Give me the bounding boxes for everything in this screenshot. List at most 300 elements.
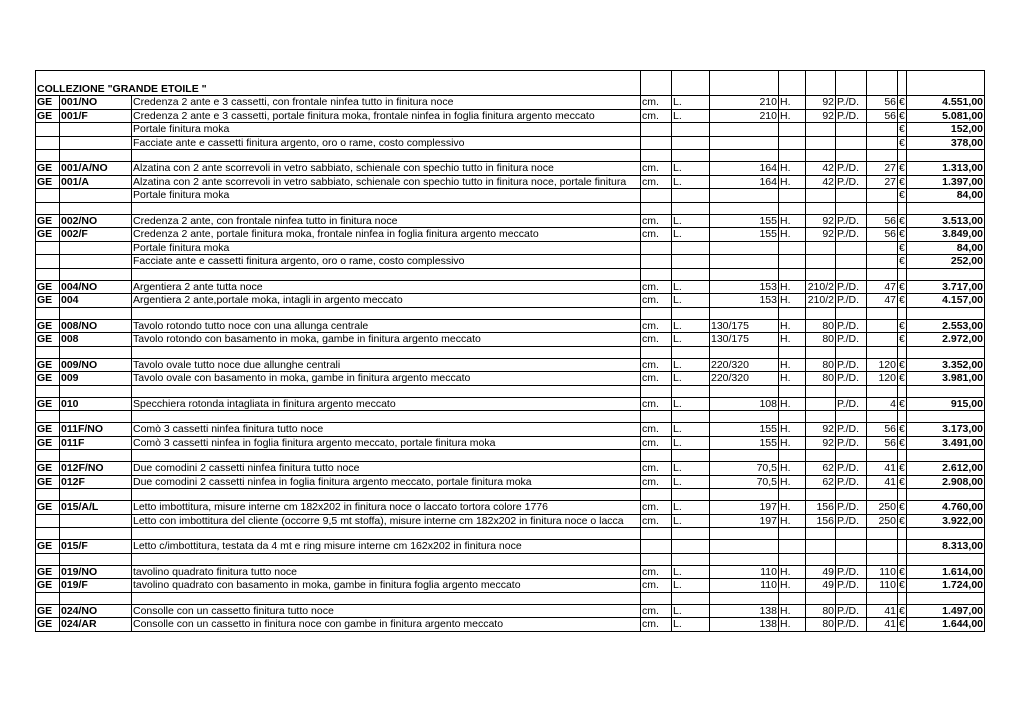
empty-cell: [672, 489, 710, 501]
empty-cell: [132, 385, 641, 397]
empty-cell: [710, 592, 779, 604]
depth-label: P./D.: [836, 397, 867, 411]
item-price: 915,00: [907, 397, 985, 411]
item-code: [60, 255, 132, 269]
empty-cell: [779, 307, 806, 319]
height-label: H.: [779, 228, 806, 242]
height-value: 80: [806, 372, 836, 386]
height-label: H.: [779, 109, 806, 123]
length-label: [672, 136, 710, 150]
unit-label: cm.: [641, 618, 672, 632]
length-label: L.: [672, 436, 710, 450]
height-label: H.: [779, 358, 806, 372]
item-price: 2.908,00: [907, 475, 985, 489]
empty-cell: [898, 411, 907, 423]
height-value: [806, 136, 836, 150]
item-price: 1.397,00: [907, 175, 985, 189]
item-price: 3.717,00: [907, 280, 985, 294]
currency-symbol: €: [899, 294, 905, 307]
unit-label: [641, 136, 672, 150]
length-value: 197: [710, 501, 779, 515]
empty-cell: [672, 553, 710, 565]
empty-cell: [641, 592, 672, 604]
item-price: 1.497,00: [907, 604, 985, 618]
unit-label: cm.: [641, 565, 672, 579]
empty-cell: [710, 307, 779, 319]
empty-cell: [867, 592, 898, 604]
height-value: [806, 540, 836, 554]
collection-title: COLLEZIONE "GRANDE ETOILE ": [36, 71, 641, 96]
currency-symbol: €: [899, 109, 905, 122]
item-description: Tavolo rotondo con basamento in moka, gambe in finitura argento meccato: [132, 333, 641, 347]
empty-cell: [710, 346, 779, 358]
prefix-cell: GE: [36, 228, 60, 242]
empty-cell: [867, 307, 898, 319]
empty-cell: [779, 150, 806, 162]
item-price: 2.972,00: [907, 333, 985, 347]
unit-label: cm.: [641, 423, 672, 437]
item-code: 002/F: [60, 228, 132, 242]
length-value: 130/175: [710, 319, 779, 333]
prefix-cell: GE: [36, 372, 60, 386]
height-label: H.: [779, 565, 806, 579]
prefix-cell: GE: [36, 423, 60, 437]
depth-value: 56: [867, 214, 898, 228]
item-price: 3.849,00: [907, 228, 985, 242]
height-label: H.: [779, 423, 806, 437]
prefix-cell: GE: [36, 96, 60, 110]
empty-cell: [132, 411, 641, 423]
length-label: L.: [672, 514, 710, 528]
spacer-row: [36, 202, 985, 214]
unit-label: cm.: [641, 162, 672, 176]
height-value: 210/2: [806, 280, 836, 294]
depth-value: 110: [867, 579, 898, 593]
item-code: 012F/NO: [60, 462, 132, 476]
empty-cell: [898, 553, 907, 565]
currency-symbol: €: [899, 175, 905, 188]
height-label: H.: [779, 96, 806, 110]
item-description: Specchiera rotonda intagliata in finitura argento meccato: [132, 397, 641, 411]
depth-label: P./D.: [836, 514, 867, 528]
empty-cell: [806, 528, 836, 540]
item-price: 3.491,00: [907, 436, 985, 450]
height-label: H.: [779, 175, 806, 189]
unit-label: cm.: [641, 319, 672, 333]
height-value: 92: [806, 214, 836, 228]
empty-cell: [641, 528, 672, 540]
empty-cell: [36, 385, 60, 397]
empty-cell: [779, 268, 806, 280]
empty-cell: [641, 450, 672, 462]
item-description: Consolle con un cassetto finitura tutto noce: [132, 604, 641, 618]
length-value: 197: [710, 514, 779, 528]
item-code: 001/F: [60, 109, 132, 123]
height-label: H.: [779, 462, 806, 476]
empty-cell: [641, 268, 672, 280]
height-value: [806, 189, 836, 203]
currency-symbol: €: [899, 255, 905, 268]
empty-cell: [779, 592, 806, 604]
item-description: Comò 3 cassetti ninfea finitura tutto noce: [132, 423, 641, 437]
table-row: [36, 475, 985, 489]
height-value: 49: [806, 579, 836, 593]
item-price: 3.922,00: [907, 514, 985, 528]
empty-cell: [898, 450, 907, 462]
empty-cell: [60, 528, 132, 540]
item-price: 152,00: [907, 123, 985, 137]
empty-cell: [60, 592, 132, 604]
table-row: [36, 136, 985, 150]
length-label: L.: [672, 579, 710, 593]
prefix-cell: [36, 241, 60, 255]
currency-symbol: €: [899, 214, 905, 227]
empty-cell: [641, 489, 672, 501]
empty-cell: [836, 450, 867, 462]
empty-cell: [836, 202, 867, 214]
depth-label: P./D.: [836, 604, 867, 618]
unit-label: [641, 123, 672, 137]
depth-value: [867, 241, 898, 255]
empty-cell: [60, 385, 132, 397]
unit-label: [641, 241, 672, 255]
prefix-cell: GE: [36, 294, 60, 308]
item-price: 3.173,00: [907, 423, 985, 437]
currency-symbol: €: [899, 136, 905, 149]
depth-value: 27: [867, 175, 898, 189]
item-price: 1.724,00: [907, 579, 985, 593]
collection-title-row: [36, 71, 985, 96]
length-label: L.: [672, 319, 710, 333]
depth-label: P./D.: [836, 214, 867, 228]
empty-cell: [836, 150, 867, 162]
length-value: [710, 123, 779, 137]
unit-label: cm.: [641, 604, 672, 618]
currency-symbol: €: [899, 123, 905, 136]
currency-symbol: €: [899, 604, 905, 617]
height-label: H.: [779, 436, 806, 450]
empty-cell: [867, 346, 898, 358]
height-value: 62: [806, 475, 836, 489]
length-label: L.: [672, 294, 710, 308]
empty-cell: [132, 450, 641, 462]
prefix-cell: [36, 514, 60, 528]
item-price: 3.352,00: [907, 358, 985, 372]
spacer-row: [36, 489, 985, 501]
height-value: 80: [806, 319, 836, 333]
prefix-cell: GE: [36, 175, 60, 189]
length-label: L.: [672, 214, 710, 228]
item-price: 1.614,00: [907, 565, 985, 579]
length-value: 138: [710, 618, 779, 632]
empty-cell: [907, 528, 985, 540]
height-label: [779, 123, 806, 137]
table-row: [36, 358, 985, 372]
depth-label: [836, 123, 867, 137]
unit-label: cm.: [641, 358, 672, 372]
empty-cell: [641, 202, 672, 214]
item-description: Tavolo rotondo tutto noce con una allunga centrale: [132, 319, 641, 333]
spacer-row: [36, 528, 985, 540]
empty-cell: [132, 346, 641, 358]
empty-cell: [641, 346, 672, 358]
depth-label: P./D.: [836, 294, 867, 308]
table-row: [36, 565, 985, 579]
empty-cell: [36, 150, 60, 162]
table-row: [36, 319, 985, 333]
unit-label: cm.: [641, 109, 672, 123]
empty-cell: [60, 489, 132, 501]
depth-value: 110: [867, 565, 898, 579]
item-price: 8.313,00: [907, 540, 985, 554]
item-description: Due comodini 2 cassetti ninfea finitura tutto noce: [132, 462, 641, 476]
empty-cell: [898, 150, 907, 162]
unit-label: cm.: [641, 228, 672, 242]
currency-symbol: €: [899, 514, 905, 527]
empty-cell: [60, 268, 132, 280]
length-label: L.: [672, 333, 710, 347]
item-code: 015/A/L: [60, 501, 132, 515]
depth-label: P./D.: [836, 565, 867, 579]
depth-label: P./D.: [836, 319, 867, 333]
length-label: L.: [672, 475, 710, 489]
depth-value: [867, 333, 898, 347]
depth-value: 250: [867, 514, 898, 528]
length-value: [710, 241, 779, 255]
item-description: Portale finitura moka: [132, 123, 641, 137]
item-code: 015/F: [60, 540, 132, 554]
height-label: H.: [779, 372, 806, 386]
item-price: 4.551,00: [907, 96, 985, 110]
item-code: 001/NO: [60, 96, 132, 110]
currency-symbol: €: [899, 162, 905, 175]
length-label: L.: [672, 397, 710, 411]
length-label: L.: [672, 96, 710, 110]
empty-cell: [672, 346, 710, 358]
spacer-row: [36, 346, 985, 358]
unit-label: cm.: [641, 214, 672, 228]
empty-cell: [132, 307, 641, 319]
height-label: [779, 255, 806, 269]
empty-cell: [898, 592, 907, 604]
empty-cell: [60, 346, 132, 358]
height-value: 210/2: [806, 294, 836, 308]
empty-cell: [898, 385, 907, 397]
depth-label: P./D.: [836, 162, 867, 176]
empty-cell: [806, 385, 836, 397]
empty-cell: [907, 553, 985, 565]
length-value: 70,5: [710, 462, 779, 476]
empty-cell: [36, 450, 60, 462]
spacer-row: [36, 150, 985, 162]
empty-cell: [836, 307, 867, 319]
unit-label: cm.: [641, 397, 672, 411]
depth-value: 56: [867, 109, 898, 123]
table-row: [36, 462, 985, 476]
length-label: L.: [672, 462, 710, 476]
prefix-cell: GE: [36, 397, 60, 411]
height-value: [806, 123, 836, 137]
empty-cell: [806, 411, 836, 423]
height-value: 49: [806, 565, 836, 579]
table-row: [36, 501, 985, 515]
empty-cell: [867, 385, 898, 397]
empty-cell: [836, 411, 867, 423]
table-row: [36, 618, 985, 632]
unit-label: cm.: [641, 475, 672, 489]
height-label: H.: [779, 514, 806, 528]
empty-cell: [710, 553, 779, 565]
item-description: Facciate ante e cassetti finitura argento, oro o rame, costo complessivo: [132, 255, 641, 269]
table-row: [36, 255, 985, 269]
unit-label: cm.: [641, 436, 672, 450]
length-value: 110: [710, 579, 779, 593]
empty-cell: [710, 385, 779, 397]
item-code: 008: [60, 333, 132, 347]
empty-cell: [132, 202, 641, 214]
empty-cell: [779, 346, 806, 358]
item-code: 010: [60, 397, 132, 411]
empty-cell: [672, 268, 710, 280]
length-label: [672, 255, 710, 269]
item-price: 4.760,00: [907, 501, 985, 515]
unit-label: cm.: [641, 333, 672, 347]
currency-symbol: €: [899, 423, 905, 436]
price-list-sheet: [35, 70, 985, 632]
depth-value: 4: [867, 397, 898, 411]
depth-label: P./D.: [836, 333, 867, 347]
table-row: [36, 280, 985, 294]
prefix-cell: GE: [36, 618, 60, 632]
prefix-cell: GE: [36, 280, 60, 294]
prefix-cell: [36, 189, 60, 203]
item-description: Letto con imbottitura del cliente (occorre 9,5 mt stoffa), misure interne cm 182x202 in finitura noce o lacca: [132, 514, 641, 528]
spacer-row: [36, 553, 985, 565]
depth-value: 47: [867, 280, 898, 294]
height-value: 80: [806, 604, 836, 618]
spacer-row: [36, 411, 985, 423]
length-value: [710, 540, 779, 554]
length-label: L.: [672, 423, 710, 437]
height-value: 92: [806, 96, 836, 110]
item-description: tavolino quadrato finitura tutto noce: [132, 565, 641, 579]
empty-cell: [672, 528, 710, 540]
item-price: 5.081,00: [907, 109, 985, 123]
empty-cell: [641, 385, 672, 397]
item-code: 001/A/NO: [60, 162, 132, 176]
depth-value: [867, 255, 898, 269]
empty-cell: [806, 489, 836, 501]
table-row: [36, 423, 985, 437]
height-label: [779, 136, 806, 150]
empty-cell: [60, 150, 132, 162]
prefix-cell: GE: [36, 579, 60, 593]
empty-cell: [907, 489, 985, 501]
length-value: [710, 255, 779, 269]
length-value: 220/320: [710, 358, 779, 372]
table-row: [36, 162, 985, 176]
item-price: 2.553,00: [907, 319, 985, 333]
empty-cell: [779, 553, 806, 565]
table-row: [36, 214, 985, 228]
unit-label: [641, 540, 672, 554]
item-code: 019/NO: [60, 565, 132, 579]
empty-cell: [60, 202, 132, 214]
item-price: 1.313,00: [907, 162, 985, 176]
depth-value: 41: [867, 604, 898, 618]
unit-label: [641, 189, 672, 203]
depth-label: P./D.: [836, 175, 867, 189]
length-value: 155: [710, 214, 779, 228]
length-value: 164: [710, 162, 779, 176]
depth-value: [867, 319, 898, 333]
currency-symbol: €: [899, 462, 905, 475]
prefix-cell: GE: [36, 319, 60, 333]
height-value: 92: [806, 436, 836, 450]
empty-cell: [907, 411, 985, 423]
item-code: 012F: [60, 475, 132, 489]
prefix-cell: GE: [36, 358, 60, 372]
empty-cell: [641, 411, 672, 423]
empty-cell: [36, 592, 60, 604]
depth-label: [836, 189, 867, 203]
length-label: [672, 540, 710, 554]
prefix-cell: GE: [36, 501, 60, 515]
height-label: [779, 540, 806, 554]
price-table: [35, 70, 985, 632]
item-price: 4.157,00: [907, 294, 985, 308]
prefix-cell: [36, 255, 60, 269]
item-code: [60, 123, 132, 137]
currency-symbol: €: [899, 241, 905, 254]
length-value: 155: [710, 436, 779, 450]
empty-cell: [60, 411, 132, 423]
height-value: 92: [806, 109, 836, 123]
empty-cell: [907, 268, 985, 280]
currency-symbol: €: [899, 372, 905, 385]
height-value: [806, 397, 836, 411]
height-label: [779, 189, 806, 203]
empty-cell: [898, 268, 907, 280]
empty-cell: [779, 489, 806, 501]
depth-label: P./D.: [836, 436, 867, 450]
empty-cell: [898, 346, 907, 358]
empty-cell: [641, 307, 672, 319]
item-description: Comò 3 cassetti ninfea in foglia finitura argento meccato, portale finitura moka: [132, 436, 641, 450]
empty-cell: [36, 268, 60, 280]
empty-cell: [867, 489, 898, 501]
empty-cell: [132, 489, 641, 501]
item-description: Letto c/imbottitura, testata da 4 mt e ring misure interne cm 162x202 in finitura noce: [132, 540, 641, 554]
height-label: H.: [779, 162, 806, 176]
depth-label: P./D.: [836, 109, 867, 123]
table-row: [36, 241, 985, 255]
empty-cell: [779, 528, 806, 540]
length-value: 130/175: [710, 333, 779, 347]
length-label: L.: [672, 604, 710, 618]
empty-cell: [907, 307, 985, 319]
item-description: Portale finitura moka: [132, 189, 641, 203]
depth-label: [836, 241, 867, 255]
depth-value: [867, 189, 898, 203]
item-code: [60, 136, 132, 150]
height-value: 62: [806, 462, 836, 476]
item-price: 3.981,00: [907, 372, 985, 386]
empty-cell: [36, 346, 60, 358]
item-description: Tavolo ovale tutto noce due allunghe centrali: [132, 358, 641, 372]
length-label: L.: [672, 372, 710, 386]
empty-cell: [710, 202, 779, 214]
